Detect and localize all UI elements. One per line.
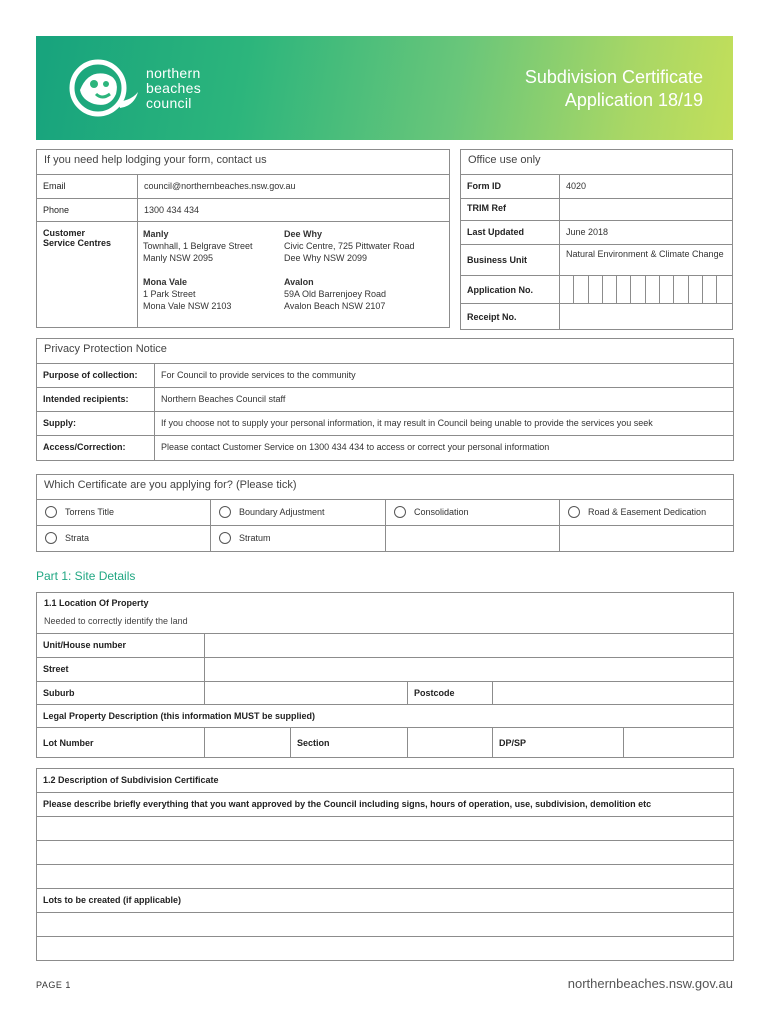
monavale-line2: Mona Vale NSW 2103	[143, 301, 232, 311]
certificate-table	[36, 474, 734, 552]
empty-cell	[560, 526, 734, 552]
unit-house-input[interactable]	[205, 634, 734, 658]
postcode-input[interactable]	[493, 682, 734, 705]
option-label: Boundary Adjustment	[239, 507, 325, 517]
trim-ref-field[interactable]	[560, 199, 733, 221]
manly-line1: Townhall, 1 Belgrave Street	[143, 241, 253, 251]
lot-number-label: Lot Number	[37, 728, 205, 758]
council-logo-text	[146, 66, 201, 111]
privacy-row-label: Supply:	[37, 412, 155, 436]
privacy-row-label: Purpose of collection:	[37, 364, 155, 388]
privacy-row-value: For Council to provide services to the community	[155, 364, 734, 388]
option-road-easement[interactable]	[560, 500, 734, 526]
lot-number-input[interactable]	[205, 728, 291, 758]
phone-value: 1300 434 434	[138, 199, 450, 222]
logo-line-3: council	[146, 95, 192, 111]
lots-line[interactable]	[37, 937, 734, 961]
location-heading-cell	[37, 593, 734, 634]
radio-icon[interactable]	[219, 506, 231, 518]
description-heading: 1.2 Description of Subdivision Certificate	[37, 769, 734, 793]
postcode-label: Postcode	[408, 682, 493, 705]
page-number: PAGE 1	[36, 980, 71, 990]
privacy-row-label: Intended recipients:	[37, 388, 155, 412]
last-updated-label: Last Updated	[461, 221, 560, 245]
business-unit-label: Business Unit	[461, 245, 560, 276]
contact-heading: If you need help lodging your form, contact us	[37, 150, 450, 175]
manly-line2: Manly NSW 2095	[143, 253, 214, 263]
receipt-no-label: Receipt No.	[461, 304, 560, 330]
title-line-2: Application 18/19	[564, 90, 703, 110]
option-label: Consolidation	[414, 507, 469, 517]
street-input[interactable]	[205, 658, 734, 682]
avalon-line2: Avalon Beach NSW 2107	[284, 301, 386, 311]
description-line[interactable]	[37, 865, 734, 889]
last-updated-value: June 2018	[560, 221, 733, 245]
option-boundary-adjustment[interactable]	[211, 500, 386, 526]
option-label: Torrens Title	[65, 507, 115, 517]
part1-title: Part 1: Site Details	[36, 569, 136, 583]
deewhy-line1: Civic Centre, 725 Pittwater Road	[284, 241, 415, 251]
privacy-heading: Privacy Protection Notice	[37, 339, 734, 364]
option-torrens-title[interactable]	[37, 500, 211, 526]
form-id-value: 4020	[560, 175, 733, 199]
application-no-label: Application No.	[461, 276, 560, 304]
footer-url-link[interactable]: northernbeaches.nsw.gov.au	[567, 976, 733, 991]
option-stratum[interactable]	[211, 526, 386, 552]
avalon-name: Avalon	[284, 277, 314, 287]
monavale-line1: 1 Park Street	[143, 289, 196, 299]
centre-deewhy	[284, 228, 415, 264]
centre-avalon	[284, 276, 386, 312]
location-subheading: Needed to correctly identify the land	[44, 616, 188, 626]
section-input[interactable]	[408, 728, 493, 758]
avalon-line1: 59A Old Barrenjoey Road	[284, 289, 387, 299]
monavale-name: Mona Vale	[143, 277, 188, 287]
description-instructions: Please describe briefly everything that you want approved by the Council including signs, hours of operation, use, subdivision, demolition etc	[37, 793, 734, 817]
description-table	[36, 768, 734, 961]
application-no-boxes[interactable]	[560, 276, 733, 304]
description-line[interactable]	[37, 817, 734, 841]
option-label: Strata	[65, 533, 90, 543]
trim-ref-label: TRIM Ref	[461, 199, 560, 221]
certificate-heading: Which Certificate are you applying for? (Please tick)	[37, 475, 734, 500]
site-details-table	[36, 592, 734, 758]
privacy-table	[36, 338, 734, 461]
radio-icon[interactable]	[568, 506, 580, 518]
dp-sp-label: DP/SP	[493, 728, 624, 758]
privacy-row-value: Please contact Customer Service on 1300 434 434 to access or correct your personal information	[155, 436, 734, 461]
centre-manly	[143, 228, 253, 264]
header-banner	[36, 36, 733, 140]
radio-icon[interactable]	[219, 532, 231, 544]
centre-monavale	[143, 276, 231, 312]
logo-line-2: beaches	[146, 80, 202, 96]
receipt-no-field[interactable]	[560, 304, 733, 330]
manly-name: Manly	[143, 229, 169, 239]
location-heading: 1.1 Location Of Property	[44, 598, 149, 608]
form-id-label: Form ID	[461, 175, 560, 199]
unit-house-label: Unit/House number	[37, 634, 205, 658]
deewhy-name: Dee Why	[284, 229, 323, 239]
contact-table	[36, 149, 450, 328]
deewhy-line2: Dee Why NSW 2099	[284, 253, 368, 263]
street-label: Street	[37, 658, 205, 682]
legal-description-label: Legal Property Description (this information MUST be supplied)	[37, 705, 734, 728]
privacy-row-label: Access/Correction:	[37, 436, 155, 461]
email-value[interactable]: council@northernbeaches.nsw.gov.au	[138, 175, 450, 199]
council-logo-icon	[66, 56, 142, 120]
email-label: Email	[37, 175, 138, 199]
office-use-table	[460, 149, 733, 330]
title-line-1: Subdivision Certificate	[524, 67, 703, 87]
page-title	[525, 66, 703, 112]
lots-line[interactable]	[37, 913, 734, 937]
suburb-label: Suburb	[37, 682, 205, 705]
option-consolidation[interactable]	[386, 500, 560, 526]
privacy-row-value: Northern Beaches Council staff	[155, 388, 734, 412]
privacy-row-value: If you choose not to supply your personal information, it may result in Council being unable to provide the services you seek	[155, 412, 734, 436]
centres-label-1: Customer	[43, 228, 86, 238]
empty-cell	[386, 526, 560, 552]
service-centres	[138, 222, 450, 328]
business-unit-value: Natural Environment & Climate Change	[560, 245, 733, 276]
centres-label-2: Service Centres	[43, 238, 112, 248]
office-heading: Office use only	[461, 150, 733, 175]
option-label: Road & Easement Dedication	[588, 507, 707, 517]
lots-label: Lots to be created (if applicable)	[37, 889, 734, 913]
option-strata[interactable]	[37, 526, 211, 552]
section-label: Section	[291, 728, 408, 758]
logo-line-1: northern	[146, 65, 201, 81]
centres-label	[37, 222, 138, 328]
phone-label: Phone	[37, 199, 138, 222]
description-line[interactable]	[37, 841, 734, 865]
radio-icon[interactable]	[394, 506, 406, 518]
suburb-input[interactable]	[205, 682, 408, 705]
dp-sp-input[interactable]	[624, 728, 734, 758]
radio-icon[interactable]	[45, 506, 57, 518]
option-label: Stratum	[239, 533, 271, 543]
radio-icon[interactable]	[45, 532, 57, 544]
